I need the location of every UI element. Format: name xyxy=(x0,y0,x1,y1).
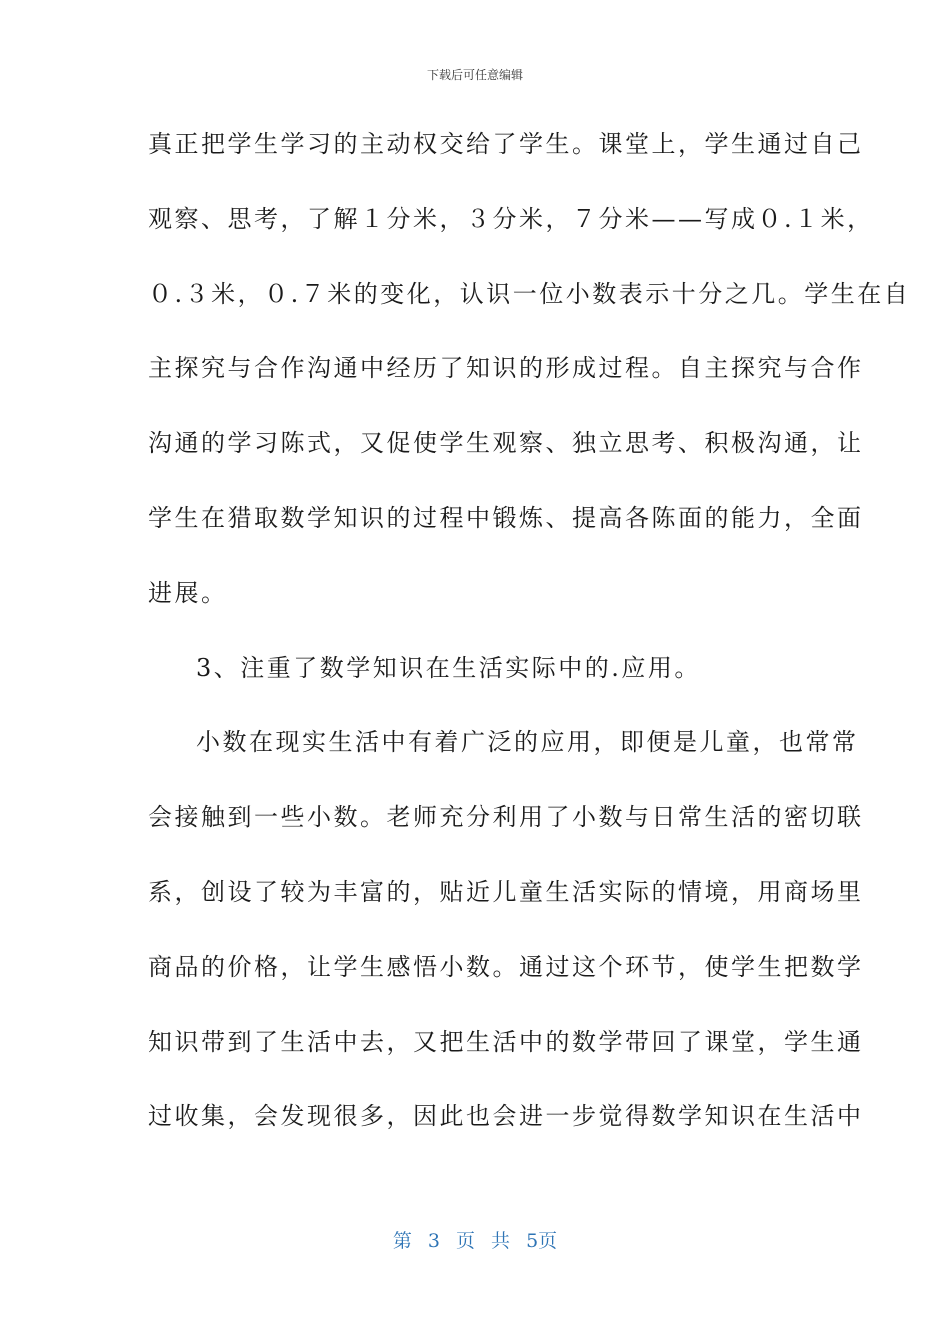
document-body xyxy=(148,122,911,1169)
text-line: 沟通的学习陈式，又促使学生观察、独立思考、积极沟通，让 xyxy=(148,429,864,458)
page-header: 下载后可任意编辑 xyxy=(426,68,523,82)
page-number-footer: 第 3 页 共 5页 xyxy=(392,1230,558,1252)
text-line: 系，创设了较为丰富的，贴近儿童生活实际的情境，用商场里 xyxy=(148,877,864,906)
section-heading: 3、注重了数学知识在生活实际中的.应用。 xyxy=(196,653,701,682)
text-line: 真正把学生学习的主动权交给了学生。课堂上，学生通过自己 xyxy=(148,130,864,158)
text-line: 学生在猎取数学知识的过程中锻炼、提高各陈面的能力，全面 xyxy=(148,503,864,532)
text-line: 主探究与合作沟通中经历了知识的形成过程。自主探究与合作 xyxy=(148,354,864,383)
text-line: ０.３米，０.７米的变化，认识一位小数表示十分之几。学生在自 xyxy=(148,279,911,308)
text-line: 进展。 xyxy=(148,578,228,607)
text-line: 会接触到一些小数。老师充分利用了小数与日常生活的密切联 xyxy=(148,803,864,832)
text-line: 知识带到了生活中去，又把生活中的数学带回了课堂，学生通 xyxy=(148,1027,864,1056)
text-line: 过收集，会发现很多，因此也会进一步觉得数学知识在生活中 xyxy=(148,1102,864,1131)
text-line: 观察、思考，了解１分米，３分米，７分米——写成０.１米， xyxy=(148,204,874,233)
text-line: 小数在现实生活中有着广泛的应用，即便是儿童，也常常 xyxy=(196,728,859,757)
text-line: 商品的价格，让学生感悟小数。通过这个环节，使学生把数学 xyxy=(148,952,864,981)
